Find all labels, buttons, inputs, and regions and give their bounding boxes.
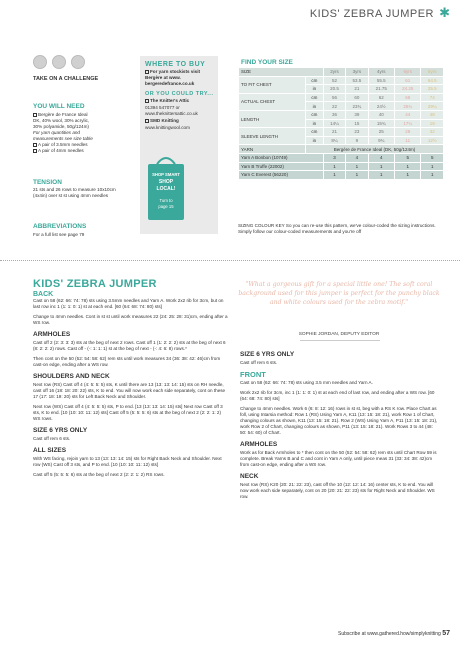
stockists-text: For yarn stockists visit Bergère at www. bergeredefrance.co.uk	[145, 69, 201, 86]
checkbox-icon	[33, 113, 37, 117]
quote-divider	[300, 340, 380, 341]
instruction-paragraph: Cast on 58 (62: 66: 74: 78) sts using 3.5 mm needles and Yarn A.	[240, 380, 373, 385]
size-cell: 9¾	[368, 136, 394, 145]
size-row	[239, 76, 444, 85]
yarn-qty: 5	[395, 153, 421, 162]
bag-text: SHOP SMART	[152, 172, 180, 177]
editor-quote: "What a gorgeous gift for a special little one! The soft coral background used for this jumper is perfect for the punchy black and white colours used for the zebra motif."	[238, 281, 440, 306]
quote-author: SOPHIE JORDAN, DEPUTY EDITOR	[298, 332, 380, 337]
size-cell: 11	[395, 136, 421, 145]
yarn-qty: 1	[395, 171, 421, 180]
star-icon: ✱	[439, 5, 450, 20]
size-cell: 48	[421, 110, 444, 119]
sizing-colour-key: SIZING COLOUR KEY So you can re-use this pattern, we've colour-coded the sizing instructions. Simply follow our colour-coded measurements and you're off	[238, 223, 436, 234]
size-cell: 23¾	[346, 102, 368, 111]
size-cell: 21	[346, 85, 368, 94]
subscribe-text: Subscribe at www.gathered.how/simplyknitting	[337, 631, 441, 637]
section-heading: ARMHOLES	[240, 441, 278, 448]
bag-text: LOCAL!	[156, 186, 176, 192]
size-cell: 29¼	[421, 102, 444, 111]
unit: cm	[305, 128, 323, 137]
section-heading: ARMHOLES	[33, 331, 71, 338]
size-cell: 19	[421, 119, 444, 128]
size-row	[239, 110, 444, 119]
instruction-paragraph: With WS facing, rejoin yarn to 13 (13: 13: 14: 15) sts for Right Back Neck and Shoulder. Next row (WS) Cast off 3 sts, and P to end. [10 (10: 10: 11: 12) sts]	[33, 456, 222, 467]
tension-text: 21 sts and 26 rows to measure 10x10cm (4x4in) over st st using 4mm needles	[33, 187, 116, 198]
instruction-paragraph: Next row (WS) Cast off 4 (4: 5: 5: 5) sts, P to end. [13 (13: 13: 14: 15) sts] Next row Cast off 3 sts, K to end. [10 (10: 10: 11: 12) sts] Cast off 5 (5: 5: 5: 6) sts at the beg of next 2 (2: 2: 1: 2) WS rows.	[33, 404, 223, 421]
size-cell: 40	[368, 110, 394, 119]
checkbox-icon	[145, 119, 149, 123]
page-number: 57	[442, 630, 450, 637]
unit: in	[305, 119, 323, 128]
size-cell: 8¼	[323, 136, 345, 145]
you-will-need-list	[33, 112, 118, 154]
size-cell: 52	[323, 76, 345, 85]
size-cell: 25.5	[421, 85, 444, 94]
yarn-qty: 1	[368, 171, 394, 180]
yarn-name: Yarn A Bonbon (10749)	[239, 153, 324, 162]
shop-phone: 01394 547077 or	[145, 105, 180, 110]
need-item: A pair of 4mm needles	[33, 148, 118, 154]
yarn-qty: 1	[368, 162, 394, 171]
you-will-need-heading: YOU WILL NEED	[33, 103, 85, 110]
size-cell: 74	[421, 93, 444, 102]
size-col: 8yrs	[421, 68, 444, 77]
section-heading: SHOULDERS AND NECK	[33, 373, 110, 380]
instruction-paragraph: Work as for Back Armholes to * then cont on the 50 (52: 54: 58: 62) rem sts until Chart Row 59 is complete. Break Yarns B and C and cont in Yarn A only, until piece meas 31 (33: 34: 38: 42)cm from cast-on edge, ending after a WS row.	[240, 450, 437, 467]
page-footer	[338, 630, 450, 637]
section-divider	[0, 260, 460, 261]
yarn-row	[239, 171, 444, 180]
size-cell: 22	[323, 102, 345, 111]
yarn-name: Yarn B Truffe (22002)	[239, 162, 324, 171]
size-cell: 60	[346, 93, 368, 102]
size-cell: 36	[323, 110, 345, 119]
size-cell: 17¼	[395, 119, 421, 128]
measure-label: LENGTH	[239, 110, 306, 127]
size-cell: 20.5	[323, 85, 345, 94]
need-line: For yarn quantities and	[33, 130, 80, 135]
size-col: 3yrs	[346, 68, 368, 77]
or-you-could-try-heading: OR YOU COULD TRY...	[145, 91, 214, 97]
size-cell: 14¼	[323, 119, 345, 128]
yarn-qty: 4	[368, 153, 394, 162]
need-line: Bergère de France Ideal	[33, 112, 118, 118]
skill-ball-icon	[33, 55, 47, 69]
tension-heading: TENSION	[33, 179, 62, 186]
page-header-title: KIDS' ZEBRA JUMPER	[309, 8, 434, 20]
abbreviations-text: For a full list see page 79	[33, 232, 85, 237]
size-table	[238, 67, 444, 180]
skill-level-icons	[33, 55, 85, 69]
size-col: 2yrs	[323, 68, 345, 77]
yarn-qty: 1	[395, 162, 421, 171]
bag-text: SHOP	[158, 179, 174, 185]
shop-website[interactable]: www.knittingwool.com	[145, 125, 190, 130]
yarn-description: Bergère de France Ideal (DK, 50g/124m)	[305, 145, 443, 154]
size-cell: 15¾	[368, 119, 394, 128]
size-cell: 62	[368, 93, 394, 102]
instruction-paragraph: Then cont on the 50 (52: 54: 58: 62) rem sts until work measures 34 (36: 38: 42: 46)cm from cast-on edge, ending after a WS row.	[33, 356, 221, 367]
checkbox-icon	[33, 149, 37, 153]
shop-name: The Knitter's Attic	[140, 97, 218, 105]
yarn-qty: 4	[346, 153, 368, 162]
size-cell: 24½	[368, 102, 394, 111]
instruction-paragraph: Cast off 5 (5: 5: 5: 6) sts at the beg of next 2 (2: 2: 1: 2) RS rows.	[33, 472, 165, 477]
section-heading: NECK	[240, 473, 259, 480]
size-cell: 21.75	[368, 85, 394, 94]
need-line: DK, 40% wool, 30% acrylic,	[33, 118, 90, 123]
instruction-paragraph: Change to 4mm needles. Work 6 (6: 8: 12: 16) rows in st st, beg with a RS K row. Place Chart as foll, using Intarsia method: Row 1 (RS) Using Yarn A, K11 (13: 15: 18: 21), work Row 1 of Chart, changing colours as shown, K11 (13: 15: 18: 21). Row 2 (WS) Using Yarn A, P11 (13: 15: 18: 21), work Row 2 of Chart, changing colours as shown, P11 (13: 15: 18: 21). Work Rows 3 to 44 (48: 50: 54: 60) of Chart.	[240, 406, 438, 435]
size-row	[239, 93, 444, 102]
size-cell: 64.5	[421, 76, 444, 85]
yarn-qty: 1	[323, 162, 345, 171]
need-item: A pair of 3.5mm needles	[33, 142, 118, 148]
section-heading: FRONT	[240, 370, 266, 379]
instruction-paragraph: Change to 4mm needles. Cont in st st until work measures 22 (24: 25: 28: 31)cm, ending after a WS row.	[33, 314, 228, 325]
size-cell: 21	[323, 128, 345, 137]
size-cell: 25	[368, 128, 394, 137]
checkbox-icon	[145, 70, 149, 74]
measure-label: ACTUAL CHEST	[239, 93, 306, 110]
size-cell: 15	[346, 119, 368, 128]
yarn-qty: 1	[346, 171, 368, 180]
unit: in	[305, 85, 323, 94]
size-col: 6yrs	[395, 68, 421, 77]
yarn-name: Yarn C Everest (56220)	[239, 171, 324, 180]
section-heading: SIZE 6 YRS ONLY	[240, 351, 295, 358]
instruction-paragraph: Cast off rem 6 sts.	[240, 360, 278, 365]
size-header-row	[239, 68, 444, 77]
size-cell: 55.5	[368, 76, 394, 85]
unit: in	[305, 102, 323, 111]
yarn-qty: 5	[421, 153, 444, 162]
need-line: measurements see size table	[33, 136, 93, 141]
size-cell: 28	[395, 128, 421, 137]
yarn-qty: 1	[421, 162, 444, 171]
size-cell: 44	[395, 110, 421, 119]
instruction-paragraph: Cast off 2 (2: 3: 3: 3) sts at the beg of next 2 rows. Cast off 1 (1: 2: 2: 2) sts at the beg of next 6 (8: 2: 2: 2) rows. Cast off - (-: 1: 1: 1) st at the beg of next - (-: 4: 6: 8) rows.*	[33, 340, 226, 351]
need-line: 30% polyamide, 50g/124m)	[33, 124, 89, 129]
bag-text: page 15	[158, 204, 174, 209]
yarn-header-row	[239, 145, 444, 154]
pattern-column-left	[33, 298, 228, 482]
size-cell: 24.25	[395, 85, 421, 94]
yarn-label: YARN	[239, 145, 306, 154]
yarn-qty: 1	[346, 162, 368, 171]
yarn-row	[239, 153, 444, 162]
section-heading: SIZE 6 YRS ONLY	[33, 427, 88, 434]
size-cell: 23	[346, 128, 368, 137]
unit: cm	[305, 110, 323, 119]
skill-ball-icon	[52, 55, 66, 69]
shop-name: SMD Knitting	[140, 117, 218, 125]
measure-label: TO FIT CHEST	[239, 76, 306, 93]
unit: in	[305, 136, 323, 145]
abbreviations-heading: ABBREVIATIONS	[33, 223, 87, 230]
pattern-title: KIDS' ZEBRA JUMPER	[33, 278, 157, 290]
skill-level-label: TAKE ON A CHALLENGE	[33, 76, 99, 82]
checkbox-icon	[145, 99, 149, 103]
shop-website[interactable]: www.theknittersattic.co.uk	[145, 111, 198, 116]
measure-label: SLEEVE LENGTH	[239, 128, 306, 145]
size-row	[239, 128, 444, 137]
find-your-size-heading: FIND YOUR SIZE	[241, 59, 293, 66]
size-cell: 32	[421, 128, 444, 137]
yarn-qty: 3	[323, 153, 345, 162]
unit: cm	[305, 76, 323, 85]
yarn-qty: 1	[323, 171, 345, 180]
yarn-qty: 1	[421, 171, 444, 180]
instruction-paragraph: Cast on 58 (62: 66: 74: 78) sts using 3.5mm needles and Yarn A. Work 2x2 rib for 3cm, but on last row inc 1 (1: 1: 0: 1) st at each end. [60 (64: 68: 74: 80) sts]	[33, 298, 224, 309]
instruction-paragraph: Next row (RS) K20 (20: 21: 22: 23), cast off the 10 (12: 12: 14: 16) center sts, K to end. You will now work each side separately, cont on 20 (20: 21: 22: 23) sts for Right Neck and Shoulder. WS row.	[240, 482, 435, 499]
size-col: 4yrs	[368, 68, 394, 77]
size-header-label: SIZE	[239, 68, 324, 77]
checkbox-icon	[33, 143, 37, 147]
shop-local-bag-icon	[144, 150, 188, 222]
section-heading: ALL SIZES	[33, 447, 67, 454]
pattern-column-right	[240, 346, 440, 504]
instruction-paragraph: Cast off rem 6 sts.	[33, 436, 71, 441]
bag-text: Turn to	[159, 198, 173, 203]
size-cell: 56	[323, 93, 345, 102]
yarn-row	[239, 162, 444, 171]
size-cell: 61	[395, 76, 421, 85]
size-cell: 9	[346, 136, 368, 145]
size-cell: 53.5	[346, 76, 368, 85]
where-to-buy-heading: WHERE TO BUY	[145, 61, 206, 68]
size-cell: 26¾	[395, 102, 421, 111]
instruction-paragraph: Next row (RS) Cast off 4 (4: 5: 5: 5) sts, K until there are 13 (13: 13: 14: 15) sts on RH needle, cast off 16 (18: 18: 20: 22) sts, K to end. You will now work each side separately, cont on these 17 (17: 18: 19: 20) sts for Left Back Neck and Shoulder.	[33, 382, 226, 399]
instruction-paragraph: Work 2x2 rib for 3cm, inc 1 (1: 1: 0: 1) st at each end of last row, and ending after a WS row. [60 (64: 68: 74: 80) sts]	[240, 390, 435, 401]
pattern-section-back: BACK	[33, 291, 54, 298]
skill-ball-icon	[71, 55, 85, 69]
size-cell: 39	[346, 110, 368, 119]
size-cell: 12½	[421, 136, 444, 145]
unit: cm	[305, 93, 323, 102]
size-cell: 68	[395, 93, 421, 102]
